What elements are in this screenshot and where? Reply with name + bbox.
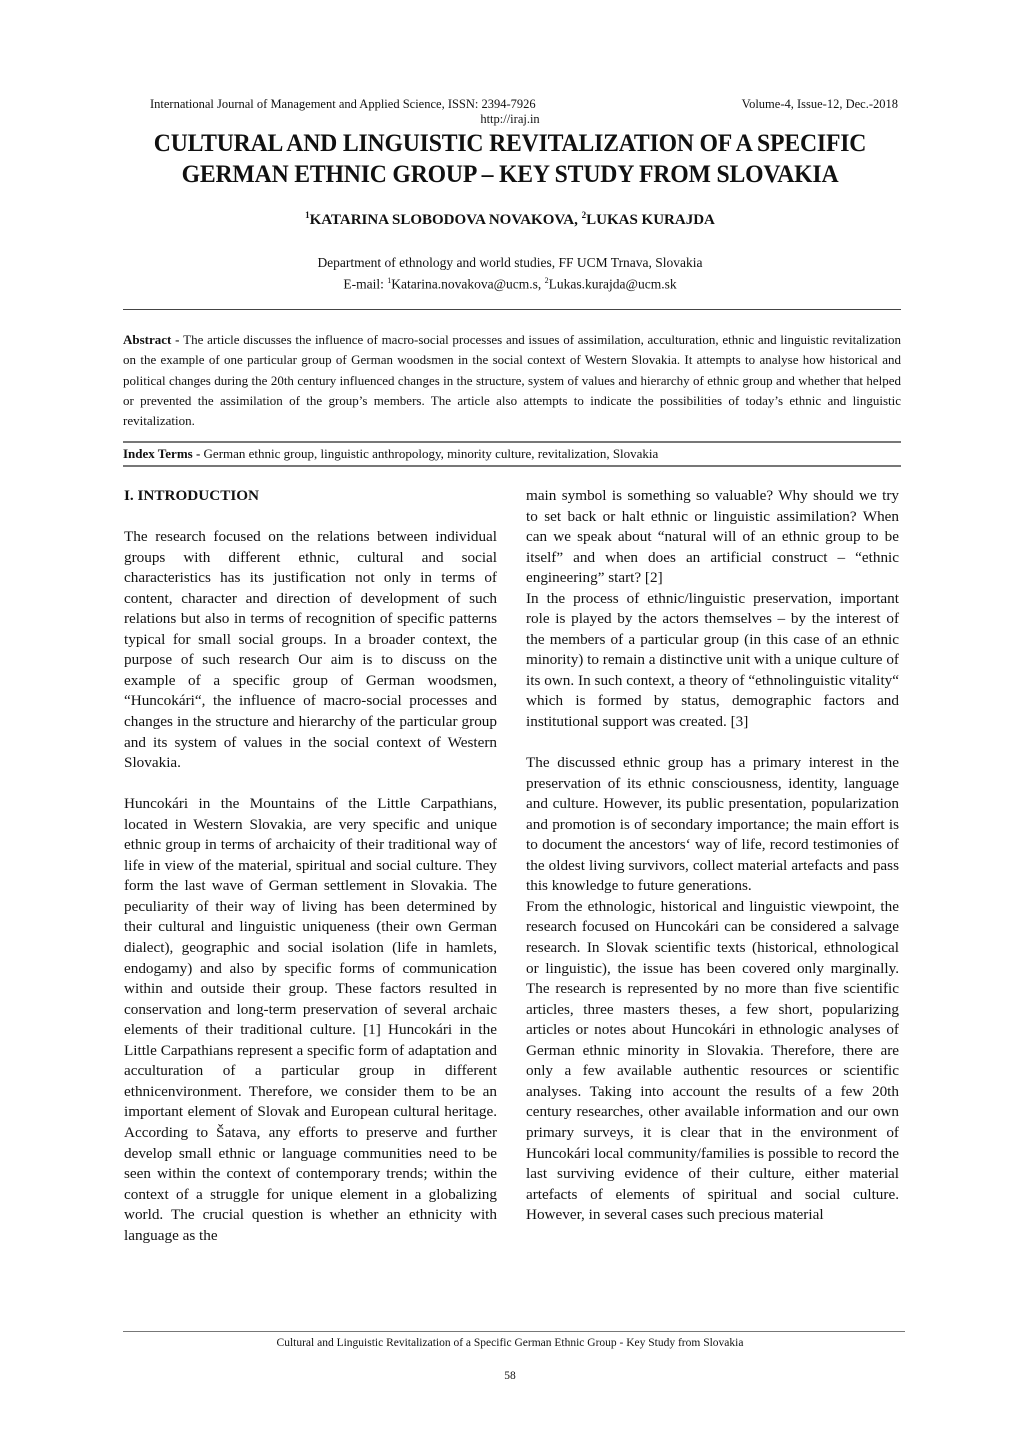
abstract-label: Abstract - xyxy=(123,332,184,347)
volume-issue: Volume-4, Issue-12, Dec.-2018 xyxy=(741,97,898,111)
email-1-marker: 1 xyxy=(387,276,392,285)
right-column xyxy=(526,486,899,1226)
email-line xyxy=(0,272,1020,294)
abstract xyxy=(123,330,901,431)
author-list xyxy=(0,210,1020,229)
index-terms xyxy=(123,441,901,467)
affiliation-block xyxy=(0,254,1020,294)
journal-url[interactable]: http://iraj.in xyxy=(480,112,540,126)
index-terms-text: German ethnic group, linguistic anthropology, minority culture, revitalization, Slovakia xyxy=(203,446,659,461)
paper-title xyxy=(129,127,892,189)
title-line-1: CULTURAL AND LINGUISTIC REVITALIZATION OF A SPECIFIC xyxy=(153,128,867,157)
author-2-name: LUKAS KURAJDA xyxy=(586,212,715,228)
paragraph: Huncokári in the Mountains of the Little Carpathians, located in Western Slovakia, are very specific and unique ethnic group in terms of archaicity of their traditional way of life in view of the material, spiritual and social culture. They form the last wave of German settlement in Slovakia. The peculiarity of their way of living has been determined by their cultural and linguistic uniqueness (their own German dialect), geographic and social isolation (life in hamlets, endogamy) and also by specific forms of communication within and outside their group. These factors resulted in conservation and long-term preservation of several archaic elements of their traditional culture. [1] Huncokári in the Little Carpathians represent a specific form of adaptation and acculturation of a particular group in different ethnicenvironment. Therefore, we consider them to be an important element of Slovak and European cultural heritage. According to Šatava, any efforts to preserve and further develop small ethnic or language communities need to be seen within the context of contemporary trends; within the context of a struggle for unique element in a globalizing world. The crucial question is whether an ethnicity with language as the xyxy=(124,795,497,1244)
paragraph: The research focused on the relations between individual groups with different ethnic, cultural and social characteristics has its justification not only in terms of content, character and direction of development of such relations but also in terms of recognition of specific patterns typical for small social groups. In a broader context, the purpose of such research Our aim is to discuss on the example of a specific group of German woodsmen, “Huncokári“, the influence of macro-social processes and changes in the structure and hierarchy of the particular group and its system of values in the social context of Western Slovakia. xyxy=(124,528,497,772)
author-2-marker: 2 xyxy=(581,210,587,220)
email-2[interactable]: Lukas.kurajda@ucm.sk xyxy=(548,276,677,292)
header-divider xyxy=(123,309,901,310)
author-1-name: KATARINA SLOBODOVA NOVAKOVA, xyxy=(309,212,582,228)
email-label: E-mail: xyxy=(343,276,388,292)
index-terms-label: Index Terms - xyxy=(123,446,204,461)
footer-running-title: Cultural and Linguistic Revitalization of a Specific German Ethnic Group - Key Study from Slovakia xyxy=(276,1337,744,1349)
email-2-marker: 2 xyxy=(544,276,549,285)
paragraph: In the process of ethnic/linguistic preservation, important role is played by the actors themselves – by the interest of the members of a particular group (in this case of an ethnic minority) to remain a distinctive unit with a unique culture of its own. In such context, a theory of “ethnolinguistic vitality“ which is formed by status, demographic factors and institutional support was created. [3] xyxy=(526,589,899,731)
journal-name: International Journal of Management and Applied Science, ISSN: 2394-7926 xyxy=(150,97,536,111)
abstract-text: The article discusses the influence of macro-social processes and issues of assimilation, acculturation, ethnic and linguistic revitalization on the example of one particular group of German woodsmen in the social context of Western Slovakia. It attempts to analyse how historical and political changes during the 20th century influenced changes in the structure, system of values and hierarchy of ethnic group and whether that helped or prevented the assimilation of the group’s members. The article also attempts to indicate the possibilities of today’s ethnic and linguistic revitalization. xyxy=(123,332,901,429)
email-1[interactable]: Katarina.novakova@ucm.s, xyxy=(391,276,545,292)
footer-divider xyxy=(123,1331,905,1332)
paragraph: The discussed ethnic group has a primary interest in the preservation of its ethnic consciousness, identity, language and culture. However, its public presentation, popularization and promotion is of secondary importance; the main effort is to document the ancestors‘ way of life, record testimonies of the oldest living survivors, collect material artefacts and pass this knowledge to future generations. xyxy=(526,754,899,895)
page-number: 58 xyxy=(504,1370,516,1382)
paragraph: From the ethnologic, historical and linguistic viewpoint, the research focused on Huncokári can be considered a salvage research. In Slovak scientific texts (historical, ethnological or linguistic), the issue has been covered only marginally. The research is represented by no more than five scientific articles, three masters theses, a few short, popularizing articles or notes about Huncokári in ethnologic analyses of German ethnic minority in Slovakia. Therefore, there are only a few available authentic resources or scientific analyses. Taking into account the results of a few 20th century researches, other available information and our own primary surveys, it is clear that in the environment of Huncokári local community/families is possible to record the last surviving evidence of their culture, either material artefacts of elements of spiritual and social culture. However, in several cases such precious material xyxy=(526,897,899,1224)
left-column xyxy=(124,486,497,1246)
section-heading-introduction: I. INTRODUCTION xyxy=(124,487,260,504)
title-line-2: GERMAN ETHNIC GROUP – KEY STUDY FROM SLOVAKIA xyxy=(181,159,839,188)
affiliation: Department of ethnology and world studies, FF UCM Trnava, Slovakia xyxy=(317,255,703,270)
author-1-marker: 1 xyxy=(305,210,310,220)
paragraph: main symbol is something so valuable? Why should we try to set back or halt ethnic or linguistic assimilation? When can we speak about “natural will of an ethnic group to be itself” and when does an artificial construct – “ethnic engineering” start? [2] xyxy=(526,487,899,587)
